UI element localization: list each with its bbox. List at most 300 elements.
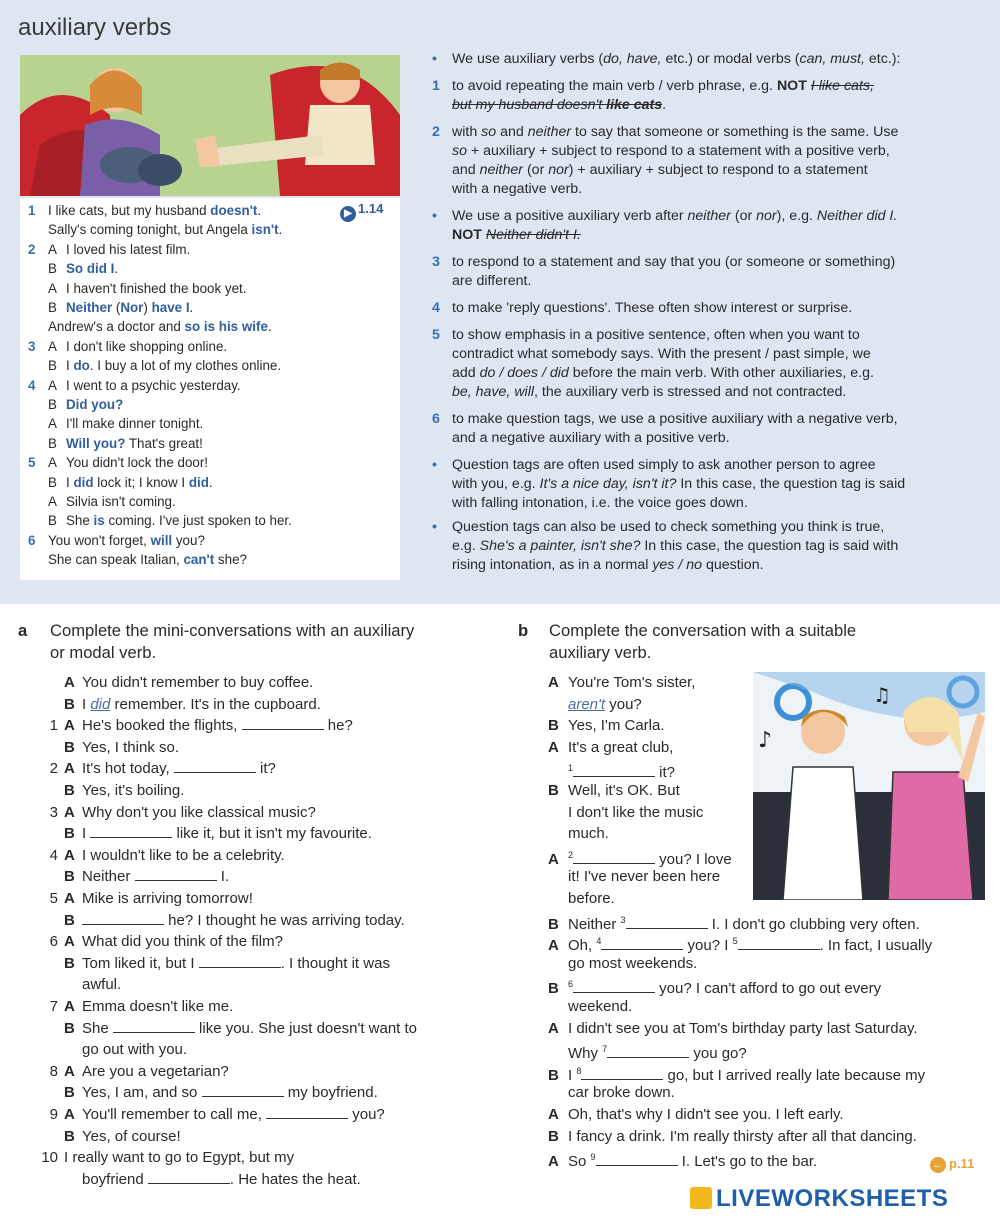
example-text: she? <box>214 552 247 568</box>
answer-blank[interactable] <box>573 849 655 864</box>
exercise-a-line <box>38 996 233 1018</box>
blank-number: 2 <box>568 849 574 860</box>
example-answer: did <box>90 695 111 713</box>
rule-text: to avoid repeating the main verb / verb phrase, e.g. NOT I like cats, <box>452 78 874 94</box>
rule-text: but my husband doesn't like cats. <box>452 97 667 113</box>
exercise-a-line <box>38 758 276 780</box>
example-text: Andrew's a doctor and <box>48 319 185 335</box>
line-text: Yes, it's boiling. <box>82 782 185 799</box>
speaker-label: B <box>548 717 559 735</box>
line-text: you? I can't afford to go out every <box>655 980 882 998</box>
svg-text:♪: ♪ <box>758 728 773 753</box>
speaker-label: B <box>48 435 57 451</box>
example-text: . <box>257 203 262 218</box>
example-text: . <box>189 300 194 315</box>
example-text: She can speak Italian, <box>48 552 184 568</box>
answer-blank[interactable] <box>596 1151 678 1166</box>
blank-number: 9 <box>590 1152 596 1163</box>
rule-text: Question tags are often used simply to ask another person to agree <box>452 457 876 473</box>
rule-line <box>432 180 582 199</box>
line-text: I don't like the music <box>568 803 704 821</box>
speaker-label: A <box>548 1153 559 1171</box>
example-text: You didn't lock the door! <box>66 455 209 471</box>
example-line <box>28 240 190 259</box>
audio-track[interactable] <box>340 201 383 222</box>
rule-line <box>432 475 905 494</box>
exercise-a-line <box>38 1039 187 1061</box>
exercise-b-line <box>548 694 642 716</box>
highlighted-auxiliary: did <box>188 474 209 490</box>
answer-blank[interactable] <box>266 1104 348 1119</box>
highlighted-auxiliary: isn't <box>251 222 279 238</box>
example-line <box>28 201 261 220</box>
line-text: I. <box>216 868 230 886</box>
line-text: I <box>82 825 91 843</box>
speaker-label: A <box>48 377 57 393</box>
exercise-a-line <box>38 715 353 737</box>
rule-text: add do / does / did before the main verb. With other auxiliaries, e.g. <box>452 365 874 381</box>
example-line <box>28 511 292 530</box>
answer-blank[interactable] <box>738 935 820 950</box>
rule-text: e.g. She's a painter, isn't she? In this case, the question tag is said with <box>452 538 899 554</box>
rule-text: with so and neither to say that someone or something is the same. Use <box>452 124 899 140</box>
rule-line <box>432 364 874 383</box>
item-number: 2 <box>49 760 58 778</box>
rule-line <box>432 518 884 537</box>
line-text: like you. She just doesn't want to <box>194 1019 418 1037</box>
line-text: So <box>568 1153 591 1171</box>
rule-text: be, have, will, the auxiliary verb is stressed and not contracted. <box>452 384 847 400</box>
rule-line <box>432 253 895 272</box>
rule-text: contradict what somebody says. With the present / past simple, we <box>452 346 871 362</box>
answer-blank[interactable] <box>242 715 324 730</box>
highlighted-auxiliary: is <box>93 513 105 529</box>
line-text: You're Tom's sister, <box>568 674 696 691</box>
line-text: It's a great club, <box>568 738 674 756</box>
line-text: I <box>568 1066 577 1084</box>
exercise-a-line <box>38 866 229 888</box>
example-number: 1 <box>28 203 36 218</box>
bullet-icon: • <box>432 208 437 224</box>
exercise-b-line <box>548 888 615 910</box>
example-line <box>28 414 203 433</box>
speaker-label: A <box>548 850 559 868</box>
speaker-label: A <box>64 803 75 821</box>
blank-number: 7 <box>602 1044 608 1055</box>
exercise-a-line <box>38 953 390 975</box>
exercise-b-line <box>548 737 673 759</box>
line-text: my boyfriend. <box>283 1084 378 1102</box>
rule-line <box>432 161 868 180</box>
line-text: awful. <box>82 976 122 994</box>
rule-line <box>432 272 531 291</box>
speaker-label: B <box>64 1127 75 1145</box>
speaker-label: B <box>548 980 559 998</box>
speaker-label: A <box>48 494 57 509</box>
exercise-a-line <box>38 1169 361 1191</box>
answer-blank[interactable] <box>90 823 172 838</box>
answer-blank[interactable] <box>573 762 655 777</box>
speaker-label: B <box>48 513 57 529</box>
page-title: auxiliary verbs <box>18 14 172 41</box>
line-text: Neither <box>568 915 621 933</box>
exercise-b-line <box>548 1147 817 1173</box>
section-a-instruction-2: or modal verb. <box>50 643 157 662</box>
club-dancers-illustration <box>753 672 985 900</box>
answer-blank[interactable] <box>626 914 708 929</box>
speaker-label: B <box>64 782 75 799</box>
speaker-label: B <box>48 397 57 412</box>
example-sentences-box <box>20 198 400 580</box>
speaker-label: A <box>64 998 75 1015</box>
line-text: Why don't you like classical music? <box>82 803 316 821</box>
line-text: Yes, I am, and so <box>82 1084 202 1102</box>
speaker-label: B <box>64 738 75 756</box>
speaker-icon: ▶ <box>340 206 356 222</box>
rule-number: 3 <box>432 254 440 270</box>
example-line <box>28 356 281 375</box>
exercise-b-line <box>548 1104 844 1126</box>
line-text: He's booked the flights, <box>82 717 242 735</box>
example-text: I loved his latest film. <box>66 241 191 257</box>
line-text: he? <box>323 717 353 735</box>
speaker-label: B <box>48 300 57 315</box>
example-answer: aren't <box>568 695 606 713</box>
example-line <box>28 279 246 298</box>
speaker-label: A <box>64 846 75 864</box>
example-line <box>28 550 247 569</box>
example-text: ( <box>112 300 121 315</box>
item-number: 9 <box>49 1106 58 1123</box>
exercise-a-line <box>38 802 316 824</box>
blank-number: 6 <box>568 979 574 990</box>
line-text: go most weekends. <box>568 954 698 972</box>
speaker-label: B <box>64 911 75 929</box>
liveworksheets-logo <box>690 1185 948 1213</box>
exercise-a-line <box>38 1082 378 1104</box>
item-number: 6 <box>49 933 58 951</box>
rule-text: to respond to a statement and say that you (or someone or something) <box>452 254 896 270</box>
exercise-a-line <box>38 910 405 932</box>
example-text: She <box>66 513 94 529</box>
example-number: 6 <box>28 532 36 548</box>
highlighted-auxiliary: Will you? <box>66 435 126 451</box>
rule-text: and neither (or nor) + auxiliary + subject to respond to a statement <box>452 162 868 178</box>
rule-line <box>432 556 764 575</box>
example-text: lock it; I know I <box>93 474 189 490</box>
speaker-label: A <box>64 674 75 691</box>
example-number: 2 <box>28 241 36 257</box>
exercise-b-line <box>548 672 695 694</box>
blank-number: 8 <box>576 1065 582 1076</box>
line-text: Well, it's OK. But <box>568 782 680 799</box>
line-text: go out with you. <box>82 1041 188 1059</box>
line-text: Oh, <box>568 937 597 955</box>
line-text: much. <box>568 825 609 843</box>
highlighted-auxiliary: Neither <box>66 300 113 315</box>
line-text: weekend. <box>568 998 633 1015</box>
example-number: 5 <box>28 455 36 471</box>
highlighted-auxiliary: Nor <box>120 300 144 315</box>
line-text: you? <box>605 695 642 713</box>
line-text: he? I thought he was arriving today. <box>164 911 405 929</box>
grammar-reference-panel <box>0 0 1000 604</box>
line-text: Tom liked it, but I <box>82 954 199 972</box>
example-text: . <box>208 474 213 490</box>
exercise-a-line <box>38 1018 417 1040</box>
answer-blank[interactable] <box>202 1082 284 1097</box>
bullet-icon: • <box>432 51 437 67</box>
rule-text: so + auxiliary + subject to respond to a statement with a positive verb, <box>452 143 890 159</box>
page-reference-link[interactable] <box>930 1156 974 1173</box>
rule-text: We use a positive auxiliary verb after neither (or nor), e.g. Neither did I. <box>452 208 898 224</box>
example-line <box>28 531 205 550</box>
speaker-label: B <box>64 825 75 843</box>
rule-line <box>432 299 852 318</box>
exercise-a-line <box>38 737 179 759</box>
rule-text: are different. <box>452 273 532 289</box>
example-text: I went to a psychic yesterday. <box>66 377 241 393</box>
rule-line <box>432 537 898 556</box>
highlighted-auxiliary: do <box>73 358 90 374</box>
line-text: I really want to go to Egypt, but my <box>64 1149 295 1167</box>
rule-line <box>432 207 897 226</box>
rule-line <box>432 429 730 448</box>
example-text: . I buy a lot of my clothes online. <box>89 358 282 374</box>
speaker-label: A <box>48 338 57 354</box>
speaker-label: A <box>64 1062 75 1080</box>
rule-text: with falling intonation, i.e. the voice goes down. <box>452 495 748 511</box>
bullet-icon: • <box>432 457 437 473</box>
answer-blank[interactable] <box>135 866 217 881</box>
example-line <box>28 376 241 395</box>
bullet-icon: • <box>432 519 437 535</box>
line-text: Yes, I'm Carla. <box>568 717 665 735</box>
section-b-letter: b <box>518 621 529 640</box>
example-text: I like cats, but my husband <box>48 203 211 218</box>
exercise-a-line <box>38 1126 181 1148</box>
item-number: 1 <box>49 717 58 735</box>
rule-text: We use auxiliary verbs (do, have, etc.) or modal verbs (can, must, etc.): <box>452 51 901 67</box>
rule-text: with you, e.g. It's a nice day, isn't it? In this case, the question tag is said <box>452 476 906 492</box>
speaker-label: B <box>548 1066 559 1084</box>
rule-line <box>432 96 666 115</box>
item-number: 7 <box>49 998 58 1015</box>
speaker-label: B <box>64 954 75 972</box>
example-number: 3 <box>28 338 36 354</box>
rule-text: to make question tags, we use a positive auxiliary with a negative verb, <box>452 411 898 427</box>
exercise-b-line <box>548 953 697 975</box>
example-line <box>28 492 176 511</box>
rule-line <box>432 410 898 429</box>
line-text: I wouldn't like to be a celebrity. <box>82 846 285 864</box>
exercise-b-line <box>548 996 632 1018</box>
example-line <box>28 220 282 239</box>
example-line <box>28 473 213 492</box>
item-number: 10 <box>41 1149 58 1167</box>
line-text: Emma doesn't like me. <box>82 998 234 1015</box>
line-text: it? <box>255 760 276 778</box>
line-text: Mike is arriving tomorrow! <box>82 890 253 907</box>
example-text: you? <box>172 532 205 548</box>
exercise-a-line <box>38 931 283 953</box>
rule-line <box>432 326 860 345</box>
line-text: Are you a vegetarian? <box>82 1062 229 1080</box>
blank-number: 1 <box>568 763 574 774</box>
speaker-label: A <box>48 416 57 432</box>
example-text: I <box>66 358 74 374</box>
exercise-a-line <box>38 823 372 845</box>
line-text: it? <box>655 764 676 782</box>
speaker-label: A <box>48 280 57 296</box>
audio-track-number: 1.14 <box>358 201 384 216</box>
exercise-a-line <box>38 1147 294 1169</box>
speaker-label: A <box>548 738 559 756</box>
speaker-label: B <box>548 915 559 933</box>
speaker-label: B <box>48 474 57 490</box>
answer-blank[interactable] <box>174 758 256 773</box>
line-text: Oh, that's why I didn't see you. I left early. <box>568 1106 844 1123</box>
speaker-label: A <box>48 455 57 471</box>
highlighted-auxiliary: doesn't <box>210 203 258 218</box>
example-text: I'll make dinner tonight. <box>66 416 204 432</box>
line-text: remember. It's in the cupboard. <box>110 695 321 713</box>
example-text: Sally's coming tonight, but Angela <box>48 222 252 238</box>
line-text: before. <box>568 890 615 907</box>
line-text: I. I don't go clubbing very often. <box>707 915 920 933</box>
example-text: ) <box>143 300 152 315</box>
exercise-b-line <box>548 715 665 737</box>
highlighted-auxiliary: can't <box>183 552 215 568</box>
rule-line <box>432 50 900 69</box>
exercise-a-line <box>38 888 253 910</box>
example-line <box>28 337 227 356</box>
rule-line <box>432 123 898 142</box>
answer-blank[interactable] <box>607 1043 689 1058</box>
line-text: You didn't remember to buy coffee. <box>82 674 314 691</box>
blank-number: 3 <box>620 914 626 925</box>
example-line <box>28 453 208 472</box>
exercise-a-line <box>38 780 184 802</box>
line-text: I. Let's go to the bar. <box>677 1153 818 1171</box>
rule-number: 5 <box>432 327 440 343</box>
highlighted-auxiliary: Did you? <box>66 397 124 412</box>
line-text: I fancy a drink. I'm really thirsty after all that dancing. <box>568 1127 917 1145</box>
speaker-label: B <box>48 358 57 374</box>
answer-blank[interactable] <box>148 1169 230 1184</box>
rule-line <box>432 142 890 161</box>
line-text: Why <box>568 1045 603 1063</box>
example-text: I <box>66 474 74 490</box>
example-text: . <box>267 319 272 335</box>
answer-blank[interactable] <box>601 935 683 950</box>
example-text: That's great! <box>125 435 203 451</box>
exercise-b-line <box>548 866 720 888</box>
line-text: boyfriend <box>82 1170 148 1188</box>
rule-text: with a negative verb. <box>452 181 583 197</box>
blank-number: 5 <box>732 936 738 947</box>
line-text: . He hates the heat. <box>229 1170 361 1188</box>
rule-text: NOT Neither didn't I. <box>452 227 581 243</box>
line-text: car broke down. <box>568 1084 675 1102</box>
line-text: Yes, of course! <box>82 1127 181 1145</box>
rule-text: to show emphasis in a positive sentence, often when you want to <box>452 327 860 343</box>
example-text: . <box>114 261 119 277</box>
example-text: coming. I've just spoken to her. <box>104 513 292 529</box>
line-text: go, but I arrived really late because my <box>663 1066 926 1084</box>
line-text: It's hot today, <box>82 760 174 778</box>
example-text: Silvia isn't coming. <box>66 494 176 509</box>
line-text: . I thought it was <box>280 954 390 972</box>
speaker-label: B <box>48 261 57 277</box>
item-number: 3 <box>49 803 58 821</box>
exercise-b-line <box>548 1082 675 1104</box>
rule-number: 1 <box>432 78 440 94</box>
line-text: like it, but it isn't my favourite. <box>172 825 372 843</box>
item-number: 8 <box>49 1062 58 1080</box>
page-reference-label: p.11 <box>949 1156 975 1171</box>
rule-line <box>432 345 871 364</box>
example-text: You won't forget, <box>48 532 151 548</box>
exercise-a-line <box>38 845 285 867</box>
answer-blank[interactable] <box>113 1018 195 1033</box>
highlighted-auxiliary: will <box>150 532 173 548</box>
rule-text: Question tags can also be used to check something you think is true, <box>452 519 885 535</box>
section-b-instruction-2: auxiliary verb. <box>549 643 652 662</box>
answer-blank[interactable] <box>573 978 655 993</box>
exercise-a-line <box>38 974 121 996</box>
rule-line <box>432 494 748 513</box>
highlighted-auxiliary: so is his wife <box>184 319 268 335</box>
answer-blank[interactable] <box>82 910 164 925</box>
line-text: Yes, I think so. <box>82 738 180 756</box>
speaker-label: B <box>64 1084 75 1102</box>
line-text: What did you think of the film? <box>82 933 283 951</box>
speaker-label: A <box>548 674 559 691</box>
rule-number: 2 <box>432 124 440 140</box>
highlighted-auxiliary: So did I <box>66 261 115 277</box>
speaker-label: A <box>64 717 75 735</box>
answer-blank[interactable] <box>581 1065 663 1080</box>
line-text: She <box>82 1019 113 1037</box>
example-line <box>28 259 118 278</box>
speaker-label: B <box>64 1019 75 1037</box>
speaker-label: B <box>548 1127 559 1145</box>
exercise-b-line <box>548 823 609 845</box>
example-number: 4 <box>28 377 36 393</box>
item-number: 5 <box>49 890 58 907</box>
speaker-label: A <box>548 1019 559 1037</box>
rule-text: rising intonation, as in a normal yes / no question. <box>452 557 764 573</box>
rule-number: 4 <box>432 300 440 316</box>
section-a-letter: a <box>18 621 28 640</box>
example-text: I don't like shopping online. <box>66 338 228 354</box>
rule-line <box>432 226 581 245</box>
rule-line <box>432 77 874 96</box>
highlighted-auxiliary: did <box>73 474 94 490</box>
speaker-label: A <box>64 1106 75 1123</box>
speaker-label: A <box>64 760 75 778</box>
speaker-label: B <box>64 868 75 886</box>
blank-number: 4 <box>596 936 602 947</box>
rule-text: and a negative auxiliary with a positive verb. <box>452 430 730 446</box>
line-text: you? I <box>683 937 733 955</box>
exercise-a-line <box>38 672 313 694</box>
logo-badge-icon <box>690 1187 712 1209</box>
speaker-label: A <box>64 890 75 907</box>
speaker-label: A <box>64 933 75 951</box>
answer-blank[interactable] <box>199 953 281 968</box>
